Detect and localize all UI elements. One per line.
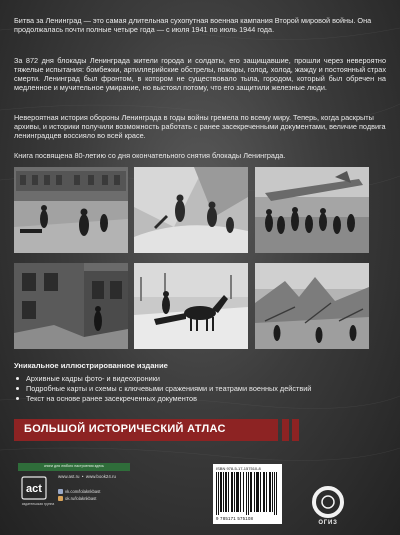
photo-street-bombing: [14, 167, 128, 253]
series-title: БОЛЬШОЙ ИСТОРИЧЕСКИЙ АТЛАС: [24, 423, 226, 435]
banner-stripe: [282, 419, 289, 441]
bullet-icon: [16, 397, 19, 400]
bullet-icon: [16, 377, 19, 380]
barcode-panel: [213, 464, 282, 524]
photo-defenders-in-snow: [134, 167, 248, 253]
ogiz-publisher-name: ОГИЗ: [318, 520, 338, 526]
bullet-icon: [16, 387, 19, 390]
ok-icon: [58, 496, 63, 501]
dedication-paragraph: Книга посвящена 80-летию со дня окончательного снятия блокады Ленинграда.: [14, 151, 286, 160]
photo-destroyed-street: [255, 263, 369, 349]
features-list: [14, 374, 311, 404]
act-logo-icon: [20, 475, 48, 501]
feature-item: Текст на основе ранее засекреченных документов: [14, 394, 311, 404]
social-link[interactable]: vk.com/lolaknkbast: [65, 489, 101, 494]
barcode-icon: [216, 472, 279, 515]
vk-icon: [58, 489, 63, 494]
series-title-banner: [14, 419, 278, 441]
publisher-slogan-box: [18, 463, 130, 471]
banner-stripe: [292, 419, 299, 441]
feature-item: Подробные карты и схемы с ключевыми сражениями и театрами военных действий: [14, 384, 311, 394]
feature-item: Архивные кадры фото- и видеохроники: [14, 374, 311, 384]
social-link[interactable]: ok.ru/lolaknkbast: [65, 495, 97, 501]
history-paragraph: Невероятная история обороны Ленинграда в годы войны гремела по всему миру. Теперь, когда раскрыты архивы, и историки получили возможность работать с ранее засекреченными документами, величие подвига ленинградцев воссияло во всей красе.: [14, 113, 386, 140]
act-caption: издательская группа: [21, 502, 55, 506]
ogiz-logo-icon: [312, 486, 344, 518]
publisher-web-links: www.ast.ru • www.book24.ru: [58, 474, 116, 479]
web-link[interactable]: www.book24.ru: [85, 474, 116, 479]
barcode-digits: 9 785171 575108: [216, 516, 254, 521]
features-heading: Уникальное иллюстрированное издание: [14, 361, 168, 370]
web-link[interactable]: www.ast.ru: [58, 474, 80, 479]
publisher-slogan: книги для любого настроения здесь: [44, 464, 104, 468]
blockade-paragraph: За 872 дня блокады Ленинграда жители города и солдаты, его защищавшие, прошли через невероятно тяжелые испытания: бомбежки, артиллерийские обстрелы, пожары, голод, холод, жажду и постоянный страх смерти. Ленинград был фронтом, в котором не существовало тыла, городом, который был обречен на медленное и мучительное умирание, но выстоял потому, что его защитили железные люди.: [14, 56, 386, 92]
photo-horse-sledge: [134, 263, 248, 349]
photo-ruined-building: [14, 263, 128, 349]
photo-crowd-with-plane: [255, 167, 369, 253]
intro-paragraph: Битва за Ленинград — это самая длительная сухопутная военная кампания Второй мировой войны. Она продолжалась почти полные четыре года — с июля 1941 по июль 1944 года.: [14, 16, 372, 34]
publisher-social-links: [58, 489, 100, 502]
svg-text:act: act: [26, 483, 42, 495]
isbn-number: ISBN 978-5-17-157510-8: [216, 466, 261, 471]
